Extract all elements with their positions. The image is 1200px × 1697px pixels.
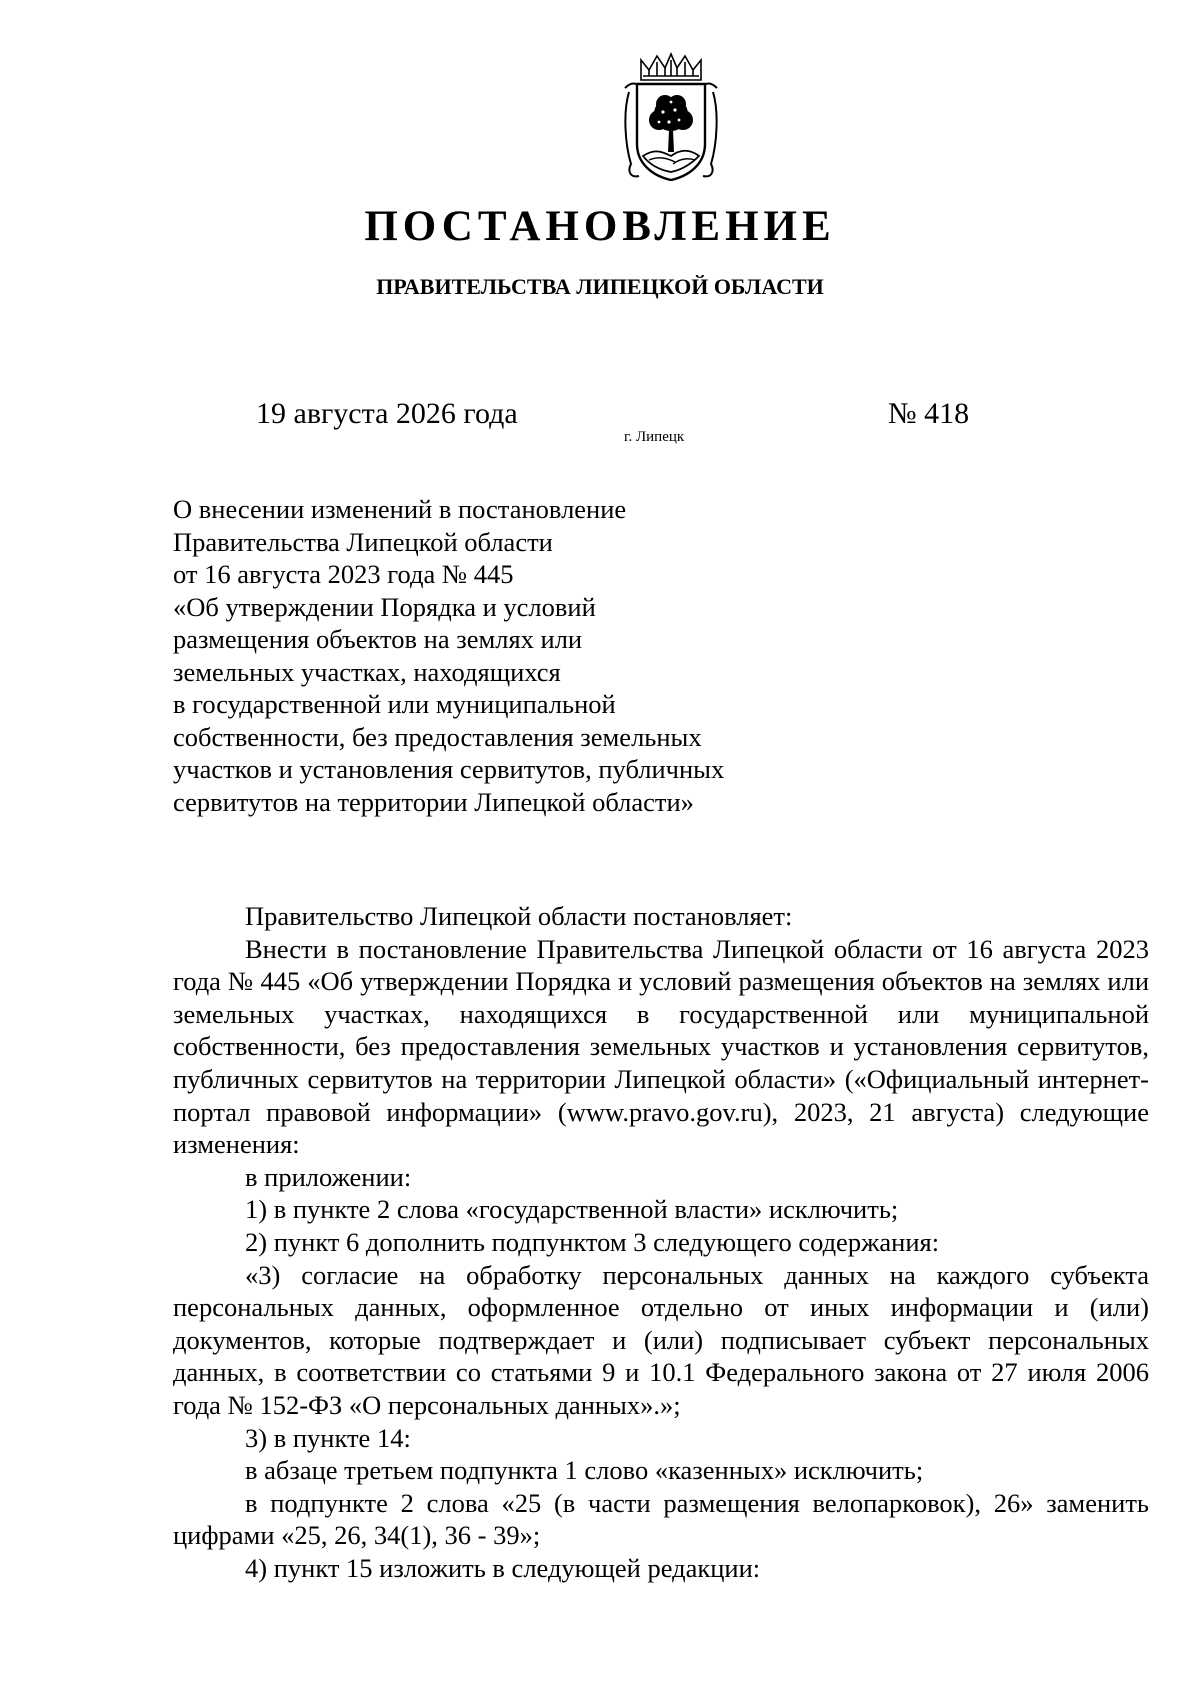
subject-line: размещения объектов на землях или bbox=[173, 624, 583, 654]
document-subtitle: ПРАВИТЕЛЬСТВА ЛИПЕЦКОЙ ОБЛАСТИ bbox=[376, 274, 824, 299]
document-number: № 418 bbox=[888, 397, 970, 430]
item-3-b: в подпункте 2 слова «25 (в части размещения велопарковок), 26» заменить цифрами «25, 26, 34(1), 36 - 39»; bbox=[173, 1487, 1149, 1551]
document-body bbox=[173, 900, 1149, 1584]
preamble: Правительство Липецкой области постановляет: bbox=[245, 901, 793, 931]
subject-line: участков и установления сервитутов, публичных bbox=[173, 754, 725, 784]
document-date: 19 августа 2026 года bbox=[256, 397, 518, 430]
item-3-a: в абзаце третьем подпункта 1 слово «казенных» исключить; bbox=[245, 1455, 924, 1486]
subject-line: в государственной или муниципальной bbox=[173, 689, 616, 719]
appendix-intro: в приложении: bbox=[245, 1161, 412, 1192]
subject-line: О внесении изменений в постановление bbox=[173, 494, 627, 524]
item-4: 4) пункт 15 изложить в следующей редакции: bbox=[245, 1552, 761, 1583]
document-city: г. Липецк bbox=[624, 429, 685, 445]
subject-line: собственности, без предоставления земельных bbox=[173, 721, 702, 752]
document-title: ПОСТАНОВЛЕНИЕ bbox=[364, 203, 836, 250]
subject-line: Правительства Липецкой области bbox=[173, 526, 553, 557]
subject-line: сервитутов на территории Липецкой области» bbox=[173, 786, 694, 817]
subject-line: от 16 августа 2023 года № 445 bbox=[173, 559, 514, 589]
main-paragraph: Внести в постановление Правительства Липецкой области от 16 августа 2023 года № 445 «Об утверждении Порядка и условий размещения объектов на землях или земельных участках, находящихся в государственной или муниципальной собственности, без предоставления земельных участков и установления сервитутов, публичных сервитутов на территории Липецкой области» («Официальный интернет-портал правовой информации» (www.pravo.gov.ru), 2023, 21 августа) следующие изменения: bbox=[173, 933, 1149, 1160]
subject-line: земельных участках, находящихся bbox=[173, 656, 561, 687]
item-3: 3) в пункте 14: bbox=[245, 1422, 411, 1453]
subject-block bbox=[173, 493, 853, 818]
item-2: 2) пункт 6 дополнить подпунктом 3 следующего содержания: bbox=[245, 1226, 940, 1257]
item-2-quote: «3) согласие на обработку персональных данных на каждого субъекта персональных данных, оформленное отдельно от иных информации и (или) документов, которые подтверждает и (или) подписывает субъект персональных данных, в соответствии со статьями 9 и 10.1 Федерального закона от 27 июля 2006 года № 152-ФЗ «О персональных данных».»; bbox=[173, 1259, 1149, 1420]
item-1: 1) в пункте 2 слова «государственной власти» исключить; bbox=[245, 1194, 899, 1225]
coat-of-arms-icon bbox=[619, 52, 723, 184]
subject-line: «Об утверждении Порядка и условий bbox=[173, 591, 596, 622]
